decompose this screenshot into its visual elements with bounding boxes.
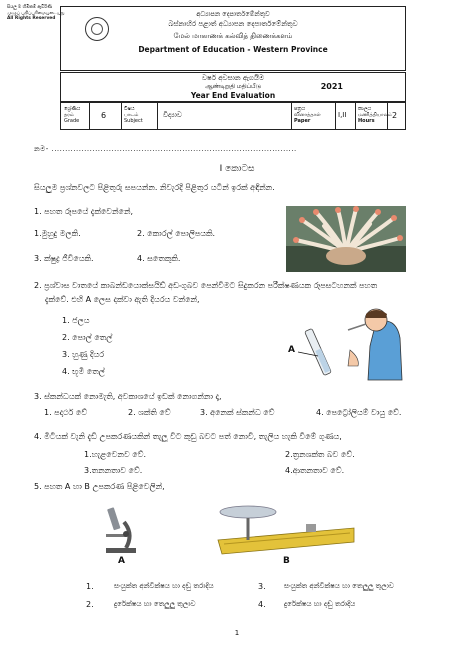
- question-2-text-continued: දැක්වේ. එහි A ලෙස දක්වා ඇති දියරය වන්නේ,: [45, 295, 200, 304]
- q5-option-1[interactable]: සංයුක්ත අන්වීක්ෂය හා දඬු තරාදිය: [114, 582, 214, 590]
- exam-title-en: Year End Evaluation: [190, 91, 276, 100]
- breathing-test-illustration: [284, 306, 410, 382]
- q5-option-3-number: 3.: [258, 582, 266, 591]
- q3-option-4[interactable]: 4. පෙට්‍රෝලියම් වායු වේ.: [316, 408, 402, 417]
- subject-label-cell: [121, 103, 158, 129]
- copyright-si: සියලු ම හිමිකම් ඇවිරිණි: [7, 5, 52, 10]
- q2-option-3[interactable]: 3. හුණු දියර: [62, 350, 105, 359]
- exam-info-grid: [60, 102, 406, 130]
- q1-option-1[interactable]: 1.මුහුදු මලකි.: [34, 229, 81, 238]
- department-header: [60, 6, 406, 71]
- copyright-en: All Rights Reserved: [7, 16, 56, 22]
- department-ta: மேல் மாகாணக் கல்வித் திணைக்களம்: [173, 32, 293, 40]
- q1-option-2[interactable]: 2. කොරල් පොලිපයකි.: [137, 229, 216, 238]
- q3-option-2[interactable]: 2. ශක්ති වේ: [128, 408, 171, 417]
- subject-label-ta: பாடம்: [124, 112, 139, 118]
- time-label-cell: [355, 103, 392, 129]
- time-value: 2: [392, 111, 398, 120]
- sea-anemone-photo: [286, 206, 406, 272]
- q5-label-b: B: [283, 556, 290, 566]
- question-3-text: 3. ස්කන්ධයක් නොමැති, අවකාශයේ ඉඩක් නොගන්නා දෑ,: [34, 392, 222, 401]
- instruction-text: සියලුම ප්‍රශ්නවලට පිළිතුරු සපයන්න. නිවැරදි පිළිතුර යටින් ඉරක් අඳින්න.: [34, 183, 275, 192]
- paper-label-ta: வினாத்தாள்: [294, 112, 321, 118]
- page-number: 1: [234, 629, 240, 637]
- copyright-notice: [7, 5, 64, 22]
- paper-value-cell: [335, 103, 356, 129]
- name-line[interactable]: නම- ..........................................................................................: [34, 145, 297, 153]
- q2-option-4[interactable]: 4. භූමි තෙල්: [62, 367, 105, 376]
- paper-label-cell: [291, 103, 336, 129]
- copyright-ta: முழுப் பதிப்புரிமையுடையது: [7, 10, 65, 16]
- grade-label-cell: [61, 103, 90, 129]
- q3-option-3[interactable]: 3. අනෙක් ස්කන්ධ වේ: [200, 408, 275, 417]
- q2-option-1[interactable]: 1. ජලය: [62, 316, 90, 325]
- department-si-top: අධ්‍යාපන දෙපාර්තමේන්තුව: [196, 10, 270, 18]
- time-label-ta: மணித்தியாலம்: [358, 112, 392, 118]
- exam-title-box: [60, 72, 406, 102]
- question-5-text: 5. පහත A හා B උපකරණ පිළිවෙලින්,: [34, 482, 165, 491]
- exam-title-ta: ஆண்டிறுதி மதிப்பீடு: [205, 83, 261, 90]
- section-title: I කොටස: [219, 164, 255, 174]
- grade-value: 6: [101, 111, 107, 120]
- time-label-en: Hours: [358, 118, 375, 124]
- time-label-si: කාලය: [358, 106, 372, 112]
- q5-option-2[interactable]: දුරේක්ෂය හා තෙලුලු තුලාව: [114, 600, 196, 608]
- exam-title-si: වර්ෂ අවසාන ඇගයීම: [202, 74, 264, 82]
- q5-option-4-number: 4.: [258, 600, 266, 609]
- paper-label-en: Paper: [294, 118, 311, 124]
- q2-option-2[interactable]: 2. පොල් තෙල්: [62, 333, 113, 342]
- q4-option-2[interactable]: 2.ත්‍රනශක්ත බව වේ.: [285, 450, 355, 459]
- grade-value-cell: [89, 103, 122, 129]
- grade-label-en: Grade: [64, 118, 80, 124]
- q5-option-3[interactable]: සංයුක්ත අන්වීක්ෂය හා තෙලුලු තුලාව: [284, 582, 394, 590]
- grade-label-ta: தரம்: [64, 112, 74, 118]
- subject-label-si: විෂය: [124, 106, 135, 112]
- q4-option-3[interactable]: 3.තනනතාව වේ.: [84, 466, 143, 475]
- paper-value: I,II: [338, 111, 347, 119]
- q1-option-3[interactable]: 3. ක්ෂුද්‍ර ජීවියෙකි.: [34, 254, 94, 263]
- q5-option-2-number: 2.: [86, 600, 94, 609]
- department-en: Department of Education - Western Province: [138, 45, 328, 54]
- subject-label-en: Subject: [124, 118, 143, 124]
- microscope-illustration: [100, 504, 144, 554]
- question-2-text: 2. ප්‍රශ්වාස වාතයේ කාබන්ඩයොක්සයිඩ් අඩංගුබව පෙන්වීමට සිදුකරන පරීක්ෂණයක රූපසටහනක් පහත: [34, 281, 378, 290]
- triple-beam-balance-illustration: [214, 500, 360, 556]
- q4-option-4[interactable]: 4.ආතනතාව වේ.: [285, 466, 345, 475]
- q5-label-a: A: [118, 556, 125, 566]
- q2-label-a: A: [288, 345, 295, 355]
- question-1-text: 1. පහත රූපයේ දැක්වෙන්නේ,: [34, 207, 133, 216]
- q1-option-4[interactable]: 4. සතෙකුකි.: [137, 254, 181, 263]
- question-4-text: 4. මිටියක් වැනි දැඩි උපකරණයකින් තැලූ විට කුඩු බවට පත් නොවී, තැලිය හැකි වීමේ ගුණය,: [34, 432, 342, 441]
- paper-label-si: පත්‍රය: [294, 106, 306, 112]
- time-value-cell: [387, 103, 405, 129]
- exam-year: 2021: [320, 82, 343, 91]
- q3-option-1[interactable]: 1. පදාර්ථ වේ: [44, 408, 88, 417]
- q5-option-1-number: 1.: [86, 582, 94, 591]
- subject-value-cell: [157, 103, 292, 129]
- subject-value: විද්‍යාව: [163, 111, 182, 119]
- q5-option-4[interactable]: දුරේක්ෂය හා දඬු තරාදිය: [284, 600, 356, 608]
- department-si: බස්නාහිර පළාත් අධ්‍යාපන දෙපාර්තමේන්තුව: [168, 20, 298, 28]
- q4-option-1[interactable]: 1.හැළවෙනව වේ.: [84, 450, 146, 459]
- grade-label-si: ශ්‍රේණිය: [64, 106, 81, 112]
